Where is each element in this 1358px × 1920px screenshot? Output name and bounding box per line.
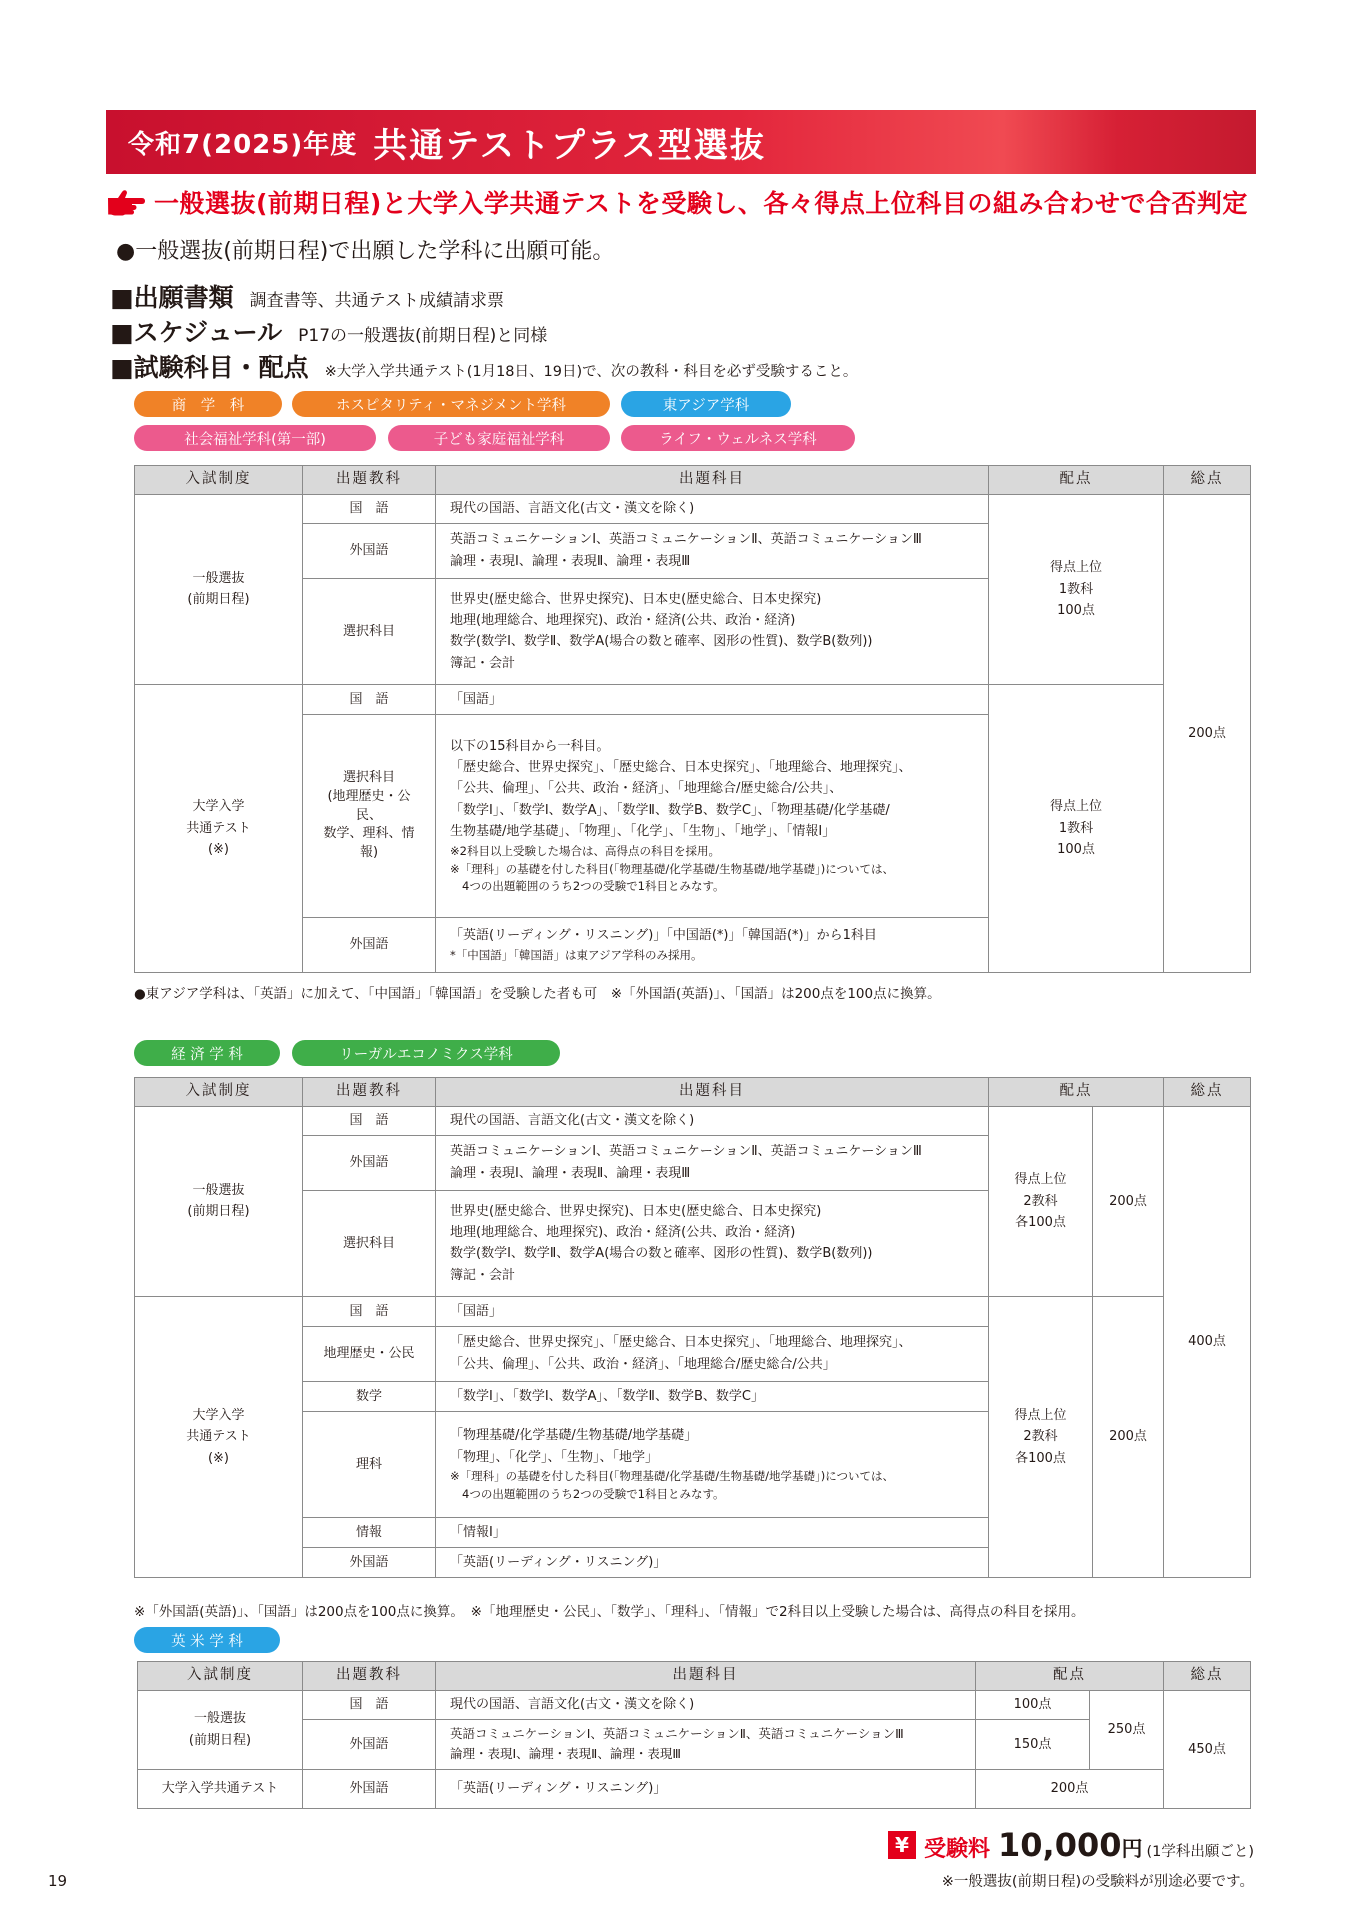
table1-footnote: ●東アジア学科は、「英語」に加えて、「中国語」「韓国語」を受験した者も可 ※「外国語(英語)」、「国語」は200点を100点に換算。 <box>134 986 941 1002</box>
category-cell: 外国語 <box>303 1547 436 1577</box>
lead-line <box>106 184 1248 220</box>
category-cell: 外国語 <box>303 1135 436 1190</box>
schedule-heading: ■スケジュール <box>110 318 283 347</box>
category-cell: 外国語 <box>303 1719 436 1769</box>
points-cell: 得点上位 1教科 100点 <box>989 684 1164 972</box>
subject-note: ※「理科」の基礎を付した科目(「物理基礎/化学基礎/生物基礎/地学基礎」)については、 <box>450 861 894 876</box>
subject-cell: 世界史(歴史総合、世界史探究)、日本史(歴史総合、日本史探究) 地理(地理総合、地理探究)、政治・経済(公共、政治・経済) 数学(数学Ⅰ、数学Ⅱ、数学A(場合の数と確率、図形の性質)、数学B(数列)) 簿記・会計 <box>436 578 989 684</box>
category-cell: 外国語 <box>303 917 436 972</box>
subject-note: *「中国語」「韓国語」は東アジア学科のみ採用。 <box>450 947 703 962</box>
page-title: 共通テストプラス型選抜 <box>373 125 766 166</box>
category-cell: 選択科目 (地理歴史・公民、 数学、理科、情報) <box>303 714 436 917</box>
dept-pill: 経 済 学 科 <box>134 1040 280 1066</box>
fee-label: 受験料 <box>924 1837 991 1862</box>
subject-note: 4つの出題範囲のうち2つの受験で1科目とみなす。 <box>462 879 725 894</box>
subject-cell: 現代の国語、言語文化(古文・漢文を除く) <box>436 494 989 523</box>
col-header: 出題教科 <box>303 466 436 495</box>
category-cell: 外国語 <box>303 1769 436 1808</box>
subject-cell: 「国語」 <box>436 1296 989 1326</box>
category-cell: 国 語 <box>303 1296 436 1326</box>
subject-cell: 「国語」 <box>436 684 989 714</box>
category-cell: 選択科目 <box>303 1190 436 1296</box>
subject-cell: 「数学Ⅰ」、「数学Ⅰ、数学A」、「数学Ⅱ、数学B、数学C」 <box>436 1381 989 1411</box>
subject-line: 生物基礎/地学基礎」、「物理」、「化学」、「生物」、「地学」、「情報Ⅰ」 <box>450 824 836 840</box>
subject-cell <box>436 917 989 972</box>
fee-per: (1学科出願ごと) <box>1146 1844 1255 1860</box>
category-cell: 情報 <box>303 1517 436 1547</box>
subject-line: 以下の15科目から一科目。 <box>450 738 610 754</box>
category-cell: 国 語 <box>303 684 436 714</box>
system-general: 一般選抜 (前期日程) <box>138 1690 303 1769</box>
dept-pill: ライフ・ウェルネス学科 <box>621 425 855 451</box>
col-header: 総点 <box>1164 1662 1251 1691</box>
system-general: 一般選抜 (前期日程) <box>135 1106 303 1296</box>
subject-cell: 「英語(リーディング・リスニング)」 <box>436 1547 989 1577</box>
subject-cell: 現代の国語、言語文化(古文・漢文を除く) <box>436 1106 989 1135</box>
col-header: 入試制度 <box>135 466 303 495</box>
subtotal-cell: 200点 <box>1093 1106 1164 1296</box>
pointing-hand-icon <box>106 188 146 216</box>
subjects-heading: ■試験科目・配点 <box>110 353 309 382</box>
fee-note: ※一般選抜(前期日程)の受験料が別途必要です。 <box>941 1874 1254 1890</box>
col-header: 出題教科 <box>303 1078 436 1107</box>
col-header: 入試制度 <box>138 1662 303 1691</box>
documents-section <box>110 278 504 314</box>
dept-pill: 東アジア学科 <box>621 391 791 417</box>
fee-amount: 10,000 <box>998 1826 1122 1864</box>
eligibility-note: ●一般選抜(前期日程)で出願した学科に出願可能。 <box>116 239 615 264</box>
col-header: 総点 <box>1164 1078 1251 1107</box>
subject-cell: 「英語(リーディング・リスニング)」 <box>436 1769 976 1808</box>
table2-footnote: ※「外国語(英語)」、「国語」は200点を100点に換算。 ※「地理歴史・公民」、「数学」、「理科」、「情報」で2科目以上受験した場合は、高得点の科目を採用。 <box>134 1604 1085 1620</box>
exam-table-english <box>137 1661 1251 1809</box>
category-cell: 外国語 <box>303 523 436 578</box>
subject-line: 「英語(リーディング・リスニング)」「中国語(*)」「韓国語(*)」から1科目 <box>450 928 877 944</box>
title-bar <box>106 110 1256 174</box>
exam-table-economics <box>134 1077 1251 1578</box>
dept-pill: 社会福祉学科(第一部) <box>134 425 376 451</box>
subject-cell <box>436 1411 989 1517</box>
system-kyotsu: 大学入学 共通テスト (※) <box>135 1296 303 1577</box>
fee-unit: 円 <box>1121 1837 1143 1861</box>
category-cell: 理科 <box>303 1411 436 1517</box>
category-cell: 国 語 <box>303 1106 436 1135</box>
col-header: 総点 <box>1164 466 1251 495</box>
title-year: 令和7(2025)年度 <box>128 129 358 160</box>
total-cell: 400点 <box>1164 1106 1251 1577</box>
subject-cell <box>436 714 989 917</box>
subject-cell: 英語コミュニケーションⅠ、英語コミュニケーションⅡ、英語コミュニケーションⅢ 論理・表現Ⅰ、論理・表現Ⅱ、論理・表現Ⅲ <box>436 1135 989 1190</box>
exam-fee <box>888 1826 1254 1864</box>
lead-text: 一般選抜(前期日程)と大学入学共通テストを受験し、各々得点上位科目の組み合わせで合否判定 <box>154 189 1248 218</box>
points-cell: 100点 <box>976 1690 1090 1719</box>
dept-pill: リーガルエコノミクス学科 <box>292 1040 560 1066</box>
points-cell: 得点上位 2教科 各100点 <box>989 1106 1093 1296</box>
subject-note: ※2科目以上受験した場合は、高得点の科目を採用。 <box>450 843 720 858</box>
points-cell: 150点 <box>976 1719 1090 1769</box>
col-header: 入試制度 <box>135 1078 303 1107</box>
subject-cell: 「情報Ⅰ」 <box>436 1517 989 1547</box>
subject-cell: 現代の国語、言語文化(古文・漢文を除く) <box>436 1690 976 1719</box>
subject-line: 「公共、倫理」、「公共、政治・経済」、「地理総合/歴史総合/公共」、 <box>450 781 843 797</box>
documents-heading: ■出願書類 <box>110 283 234 312</box>
dept-pill: 子ども家庭福祉学科 <box>388 425 610 451</box>
total-cell: 200点 <box>1164 494 1251 972</box>
schedule-section <box>110 313 547 349</box>
total-cell: 450点 <box>1164 1690 1251 1808</box>
points-cell: 200点 <box>976 1769 1164 1808</box>
category-cell: 国 語 <box>303 494 436 523</box>
col-header: 出題科目 <box>436 466 989 495</box>
subject-line: 「数学Ⅰ」、「数学Ⅰ、数学A」、「数学Ⅱ、数学B、数学C」、「物理基礎/化学基礎/ <box>450 802 890 818</box>
col-header: 出題教科 <box>303 1662 436 1691</box>
dept-pill: 商 学 科 <box>134 391 282 417</box>
documents-text: 調査書等、共通テスト成績請求票 <box>249 291 504 311</box>
dept-pill: 英 米 学 科 <box>134 1627 280 1653</box>
col-header: 出題科目 <box>436 1662 976 1691</box>
subject-line: 「物理基礎/化学基礎/生物基礎/地学基礎」 「物理」、「化学」、「生物」、「地学」 <box>450 1428 698 1465</box>
category-cell: 地理歴史・公民 <box>303 1326 436 1381</box>
subject-line: 「歴史総合、世界史探究」、「歴史総合、日本史探究」、「地理総合、地理探究」、 <box>450 760 912 776</box>
col-header: 配点 <box>989 466 1164 495</box>
subject-cell: 世界史(歴史総合、世界史探究)、日本史(歴史総合、日本史探究) 地理(地理総合、地理探究)、政治・経済(公共、政治・経済) 数学(数学Ⅰ、数学Ⅱ、数学A(場合の数と確率、図形の性質)、数学B(数列)) 簿記・会計 <box>436 1190 989 1296</box>
subject-note: 4つの出題範囲のうち2つの受験で1科目とみなす。 <box>462 1486 725 1501</box>
subjects-section <box>110 348 857 384</box>
points-cell: 得点上位 1教科 100点 <box>989 494 1164 684</box>
subject-cell: 英語コミュニケーションⅠ、英語コミュニケーションⅡ、英語コミュニケーションⅢ 論理・表現Ⅰ、論理・表現Ⅱ、論理・表現Ⅲ <box>436 523 989 578</box>
subjects-text: ※大学入学共通テスト(1月18日、19日)で、次の教科・科目を必ず受験すること。 <box>324 364 858 380</box>
yen-icon: ¥ <box>888 1831 916 1859</box>
system-general: 一般選抜 (前期日程) <box>135 494 303 684</box>
page-number: 19 <box>48 1872 68 1890</box>
system-kyotsu: 大学入学共通テスト <box>138 1769 303 1808</box>
category-cell: 選択科目 <box>303 578 436 684</box>
subtotal-cell: 200点 <box>1093 1296 1164 1577</box>
points-cell: 得点上位 2教科 各100点 <box>989 1296 1093 1577</box>
col-header: 出題科目 <box>436 1078 989 1107</box>
col-header: 配点 <box>976 1662 1164 1691</box>
subject-cell: 「歴史総合、世界史探究」、「歴史総合、日本史探究」、「地理総合、地理探究」、 「公共、倫理」、「公共、政治・経済」、「地理総合/歴史総合/公共」 <box>436 1326 989 1381</box>
system-kyotsu: 大学入学 共通テスト (※) <box>135 684 303 972</box>
exam-table-commerce <box>134 465 1251 973</box>
category-cell: 国 語 <box>303 1690 436 1719</box>
dept-pill: ホスピタリティ・マネジメント学科 <box>292 391 610 417</box>
col-header: 配点 <box>989 1078 1164 1107</box>
category-cell: 数学 <box>303 1381 436 1411</box>
subject-cell: 英語コミュニケーションⅠ、英語コミュニケーションⅡ、英語コミュニケーションⅢ 論理・表現Ⅰ、論理・表現Ⅱ、論理・表現Ⅲ <box>436 1719 976 1769</box>
schedule-text: P17の一般選抜(前期日程)と同様 <box>298 326 548 346</box>
subject-note: ※「理科」の基礎を付した科目(「物理基礎/化学基礎/生物基礎/地学基礎」)については、 <box>450 1469 894 1484</box>
subtotal-cell: 250点 <box>1090 1690 1164 1769</box>
